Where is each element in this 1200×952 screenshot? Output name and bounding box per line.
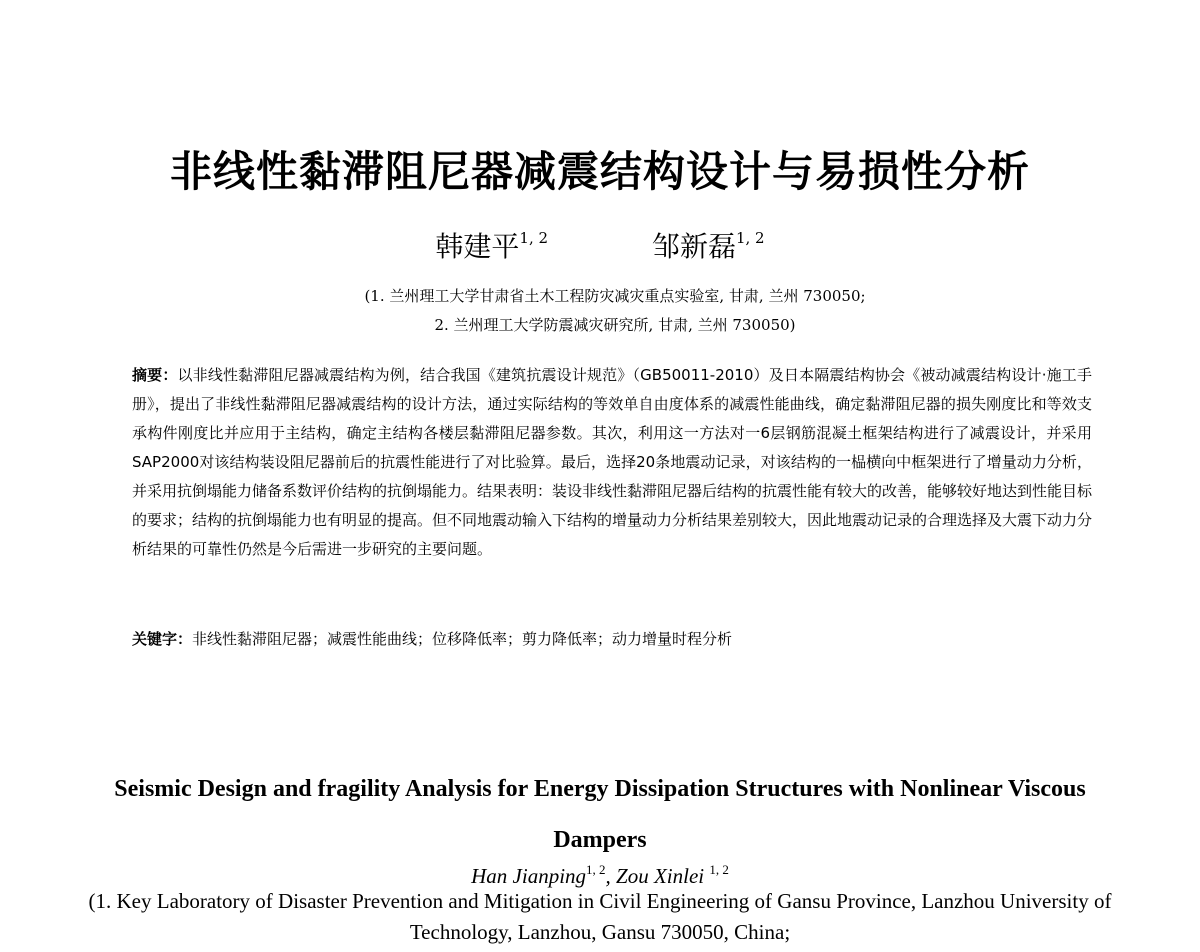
- chinese-author: [652, 218, 765, 267]
- chinese-abstract: [132, 361, 1092, 564]
- abstract-label: 摘要：: [132, 366, 178, 384]
- chinese-title: 非线性黏滞阻尼器减震结构设计与易损性分析: [169, 147, 1030, 196]
- author-separator: ,: [605, 864, 617, 888]
- author-affiliation-marker: 1, 2: [586, 862, 606, 877]
- english-title: Seismic Design and fragility Analysis for Energy Dissipation Structures with Nonlinear Viscous Dampers: [114, 776, 1086, 853]
- author-name: 韩建平: [435, 230, 520, 263]
- chinese-affiliations: [0, 282, 1200, 340]
- english-affiliation: (1. Key Laboratory of Disaster Prevention and Mitigation in Civil Engineering of Gansu Province, Lanzhou University of Technology, Lanzhou, Gansu 730050, China;: [88, 889, 1112, 944]
- keywords-label: 关键字：: [132, 630, 193, 648]
- abstract-text: 以非线性黏滞阻尼器减震结构为例，结合我国《建筑抗震设计规范》（GB50011-2010）及日本隔震结构协会《被动减震结构设计·施工手册》，提出了非线性黏滞阻尼器减震结构的设计方法，通过实际结构的等效单自由度体系的减震性能曲线，确定黏滞阻尼器的损失刚度比和等效支承构件刚度比并应用于主结构，确定主结构各楼层黏滞阻尼器参数。其次，利用这一方法对一6层钢筋混凝土框架结构进行了减震设计，并采用SAP2000对该结构装设阻尼器前后的抗震性能进行了对比验算。最后，选择20条地震动记录，对该结构的一榀横向中框架进行了增量动力分析，并采用抗倒塌能力储备系数评价结构的抗倒塌能力。结果表明：装设非线性黏滞阻尼器后结构的抗震性能有较大的改善，能够较好地达到性能目标的要求；结构的抗倒塌能力也有明显的提高。但不同地震动输入下结构的增量动力分析结果差别较大，因此地震动记录的合理选择及大震下动力分析结果的可靠性仍然是今后需进一步研究的主要问题。: [132, 366, 1093, 558]
- author-name: 邹新磊: [651, 230, 736, 263]
- chinese-affiliation-2: 2. 兰州理工大学防震减灾研究所, 甘肃, 兰州 730050): [434, 316, 796, 334]
- keywords-text: 非线性黏滞阻尼器；减震性能曲线；位移降低率；剪力降低率；动力增量时程分析: [192, 630, 733, 648]
- english-author-name: Han Jianping: [471, 864, 587, 888]
- chinese-author: [435, 218, 548, 267]
- english-author-name: Zou Xinlei: [616, 864, 705, 888]
- author-affiliation-marker: 1, 2: [735, 229, 765, 247]
- author-affiliation-marker: 1, 2: [519, 229, 549, 247]
- chinese-keywords: [132, 625, 1092, 654]
- chinese-authors: [0, 218, 1200, 267]
- chinese-affiliation-1: (1. 兰州理工大学甘肃省土木工程防灾减灾重点实验室, 甘肃, 兰州 730050;: [364, 287, 866, 305]
- author-affiliation-marker: 1, 2: [709, 862, 729, 877]
